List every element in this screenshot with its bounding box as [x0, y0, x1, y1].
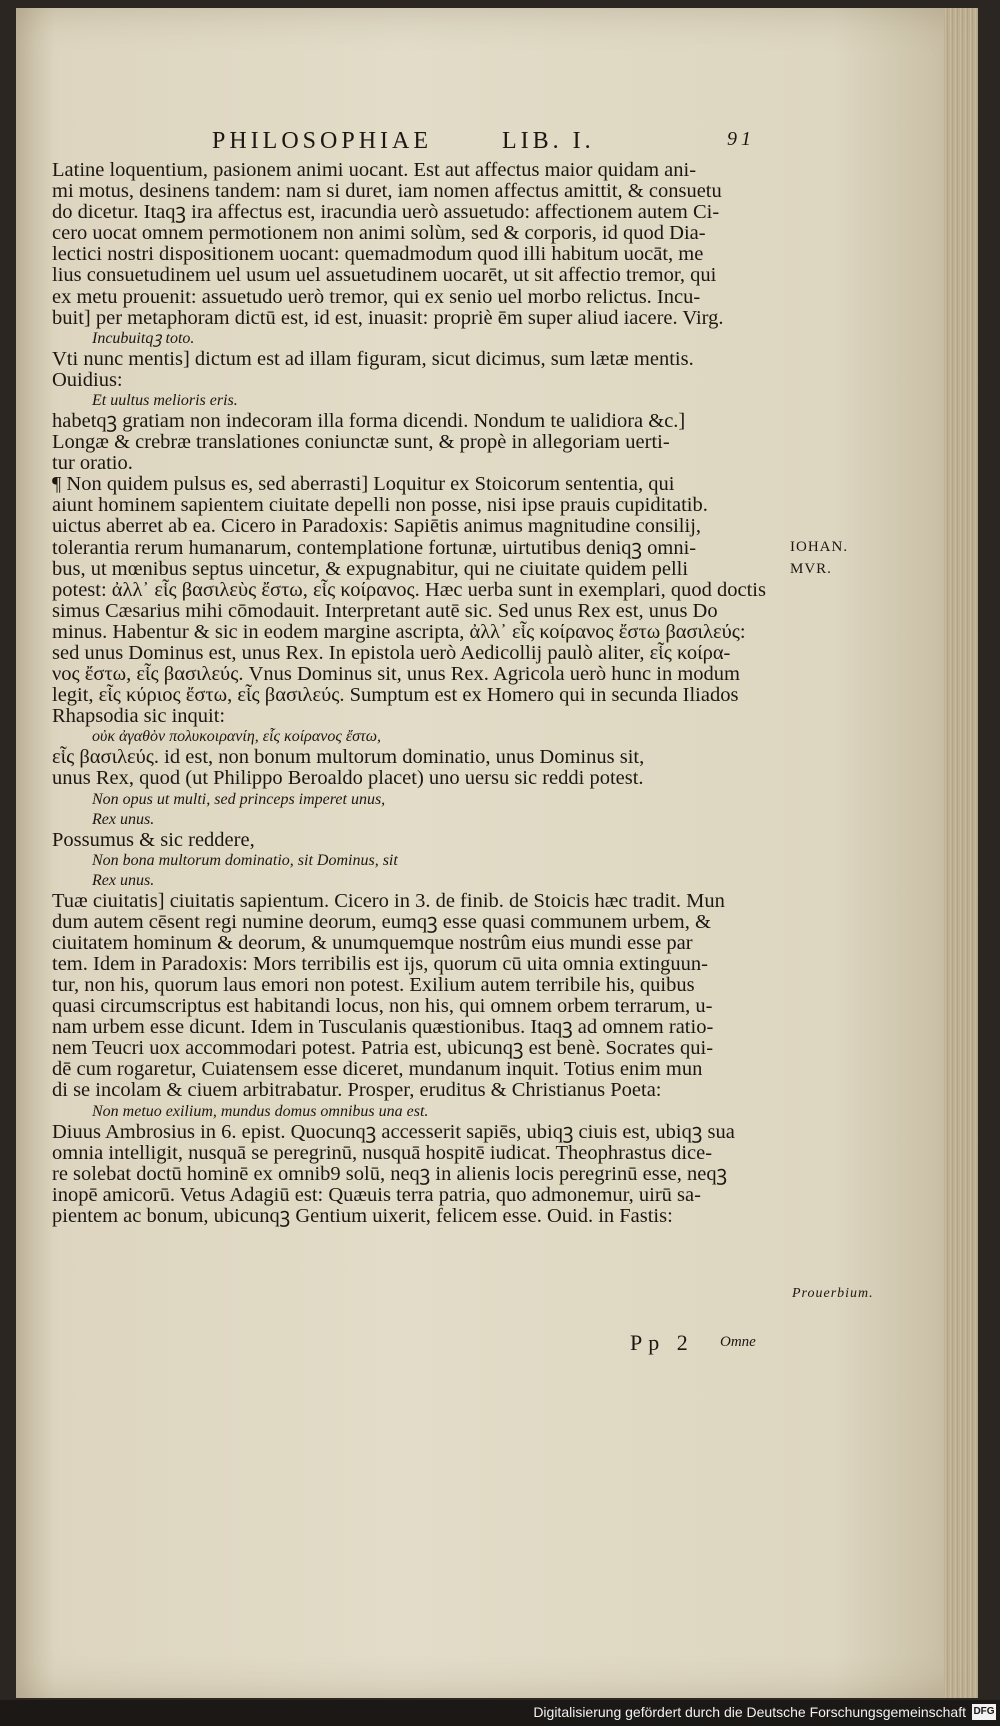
- text-line: cero uocat omnem permotionem non animi solùm, sed & corporis, id quod Dia-: [52, 222, 706, 245]
- text-line: unus Rex, quod (ut Philippo Beroaldo placet) uno uersu sic reddi potest.: [52, 767, 644, 790]
- verse-quote: Incubuitqꝫ toto.: [92, 329, 195, 347]
- text-line: di se incolam & ciuem arbitrabatur. Prosper, eruditus & Christianus Poeta:: [52, 1079, 662, 1102]
- text-line: nam urbem esse dicunt. Idem in Tusculanis quæstionibus. Itaqꝫ ad omnem ratio-: [52, 1016, 714, 1039]
- footer-bar: [0, 1700, 1000, 1726]
- text-line: Longæ & crebræ translationes coniunctæ sunt, & propè in allegoriam uerti-: [52, 431, 670, 454]
- text-line: dum autem cēsent regi numine deorum, eumqꝫ esse quasi communem urbem, &: [52, 910, 711, 933]
- text-line: legit, εἷς κύριος ἔστω, εἷς βασιλεύς. Sumptum est ex Homero qui in secunda Iliados: [52, 684, 739, 707]
- text-line: re solebat doctū hominē ex omnib9 solū, neqꝫ in alienis locis peregrinū esse, neqꝫ: [52, 1162, 728, 1185]
- text-line: tur, non his, quorum laus emori non potest. Exilium autem terribile his, quibus: [52, 974, 695, 996]
- verse-quote: Et uultus melioris eris.: [92, 391, 238, 409]
- dfg-logo: DFG: [972, 1704, 996, 1720]
- text-line: bus, ut mœnibus septus uincetur, & expugnabitur, qui ne ciuitate quidem pelli: [52, 557, 689, 580]
- margin-proverb-note: Prouerbium.: [792, 1286, 874, 1301]
- text-line: lius consuetudinem uel usum uel assuetudinem uocarēt, ut sit affectio tremor, qui: [52, 264, 717, 287]
- text-line: lectici nostri dispositionem uocant: quemadmodum quod illi habitum uocāt, me: [52, 243, 704, 266]
- text-line: simus Cæsarius mihi cōmodauit. Interpretant autē sic. Sed unus Rex est, unus Do: [52, 599, 718, 622]
- text-line: minus. Habentur & sic in eodem margine ascripta, ἀλλ᾽ εἷς κοίρανος ἔστω βασιλεύς:: [52, 620, 746, 643]
- margin-author-line: MVR.: [790, 561, 832, 577]
- header-title: PHILOSOPHIAE: [212, 128, 433, 154]
- text-line: tolerantia rerum humanarum, contemplatione fortunæ, uirtutibus deniqꝫ omni-: [52, 536, 697, 559]
- text-line: potest: ἀλλ᾽ εἷς βασιλεὺς ἔστω, εἷς κοίρανος. Hæc uerba sunt in exemplari, quod doctis: [52, 578, 766, 601]
- catchword: Omne: [720, 1334, 756, 1350]
- text-line: habetqꝫ gratiam non indecoram illa forma dicendi. Nondum te ualidiora &c.]: [52, 409, 686, 432]
- text-line: Diuus Ambrosius in 6. epist. Quocunqꝫ accesserit sapiēs, ubiqꝫ ciuis est, ubiqꝫ sua: [52, 1120, 735, 1143]
- text-line: εἷς βασιλεύς. id est, non bonum multorum dominatio, unus Dominus sit,: [52, 746, 645, 769]
- margin-author-note: [790, 536, 848, 580]
- text-line: ex metu prouenit: assuetudo uerò tremor, qui ex senio uel morbo relictus. Incu-: [52, 285, 701, 308]
- main-text: [52, 160, 772, 1227]
- verse-quote: Non metuo exilium, mundus domus omnibus una est.: [92, 1102, 429, 1120]
- text-line: buit] per metaphoram dictū est, id est, inuasit: propriè ēm super aliud iacere. Virg.: [52, 306, 724, 329]
- verse-quote: Non bona multorum dominatio, sit Dominus, sit: [92, 851, 398, 869]
- verse-quote: Rex unus.: [92, 871, 155, 889]
- header-book: LIB. I.: [502, 128, 595, 154]
- text-line: quasi circumscriptus est habitandi locus, non his, qui omnem orbem terrarum, u-: [52, 995, 713, 1018]
- text-line: nem Teucri uox accommodari potest. Patria est, ubicunqꝫ est benè. Socrates qui-: [52, 1037, 714, 1060]
- text-line: ¶ Non quidem pulsus es, sed aberrasti] Loquitur ex Stoicorum sententia, qui: [52, 473, 675, 496]
- text-line: Ouidius:: [52, 368, 123, 391]
- page-number: 91: [727, 128, 755, 150]
- greek-quote: οὐκ ἀγαθὸν πολυκοιρανίη, εἷς κοίρανος ἔστω,: [92, 728, 382, 746]
- text-line: uictus aberret ab ea. Cicero in Paradoxis: Sapiētis animus magnitudine consilij,: [52, 515, 702, 538]
- text-line: tem. Idem in Paradoxis: Mors terribilis est ijs, quorum cū uita omnia extinguun-: [52, 952, 708, 975]
- text-line: Latine loquentium, pasionem animi uocant. Est aut affectus maior quidam ani-: [52, 159, 697, 181]
- margin-author-line: IOHAN.: [790, 539, 849, 555]
- text-line: inopē amicorū. Vetus Adagiū est: Quæuis terra patria, quo admonemur, uirū sa-: [52, 1183, 701, 1206]
- text-line: Tuæ ciuitatis] ciuitatis sapientum. Cicero in 3. de finib. de Stoicis hæc tradit. Mun: [52, 889, 725, 912]
- verse-quote: Rex unus.: [92, 810, 155, 828]
- text-line: ciuitatem hominum & deorum, & unumquemque nostrûm eius mundi esse par: [52, 931, 693, 954]
- footer-credit: Digitalisierung gefördert durch die Deutsche Forschungsgemeinschaft: [533, 1704, 966, 1720]
- text-line: Possumus & sic reddere,: [52, 828, 255, 851]
- page-edge: [944, 8, 978, 1698]
- text-line: pientem ac bonum, ubicunqꝫ Gentium uixerit, felicem esse. Ouid. in Fastis:: [52, 1204, 673, 1227]
- text-line: mi motus, desinens tandem: nam si duret, iam nomen affectus amittit, & consuetu: [52, 180, 722, 203]
- text-line: omnia intelligit, nusquā se peregrinū, nusquā hospitē iudicat. Theophrastus dice-: [52, 1141, 713, 1164]
- text-line: aiunt hominem sapientem ciuitate depelli non posse, nisi ipse prauis cupiditatib.: [52, 494, 708, 517]
- text-line: do dicetur. Itaqꝫ ira affectus est, iracundia uerò assuetudo: affectionem autem Ci-: [52, 201, 720, 224]
- text-line: Rhapsodia sic inquit:: [52, 705, 226, 728]
- text-line: Vti nunc mentis] dictum est ad illam figuram, sicut dicimus, sum lætæ mentis.: [52, 347, 694, 370]
- text-line: νος ἔστω, εἷς βασιλεύς. Vnus Dominus sit, unus Rex. Agricola uerò hunc in modum: [52, 663, 740, 686]
- text-line: tur oratio.: [52, 452, 133, 475]
- verse-quote: Non opus ut multi, sed princeps imperet unus,: [92, 790, 386, 808]
- text-line: dē cum rogaretur, Cuiatensem esse diceret, mundanum inquit. Totius enim mun: [52, 1058, 703, 1081]
- signature-mark: Pp 2: [630, 1330, 694, 1355]
- text-line: sed unus Dominus est, unus Rex. In epistola uerò Aedicollij paulò aliter, εἷς κοίρα-: [52, 641, 731, 664]
